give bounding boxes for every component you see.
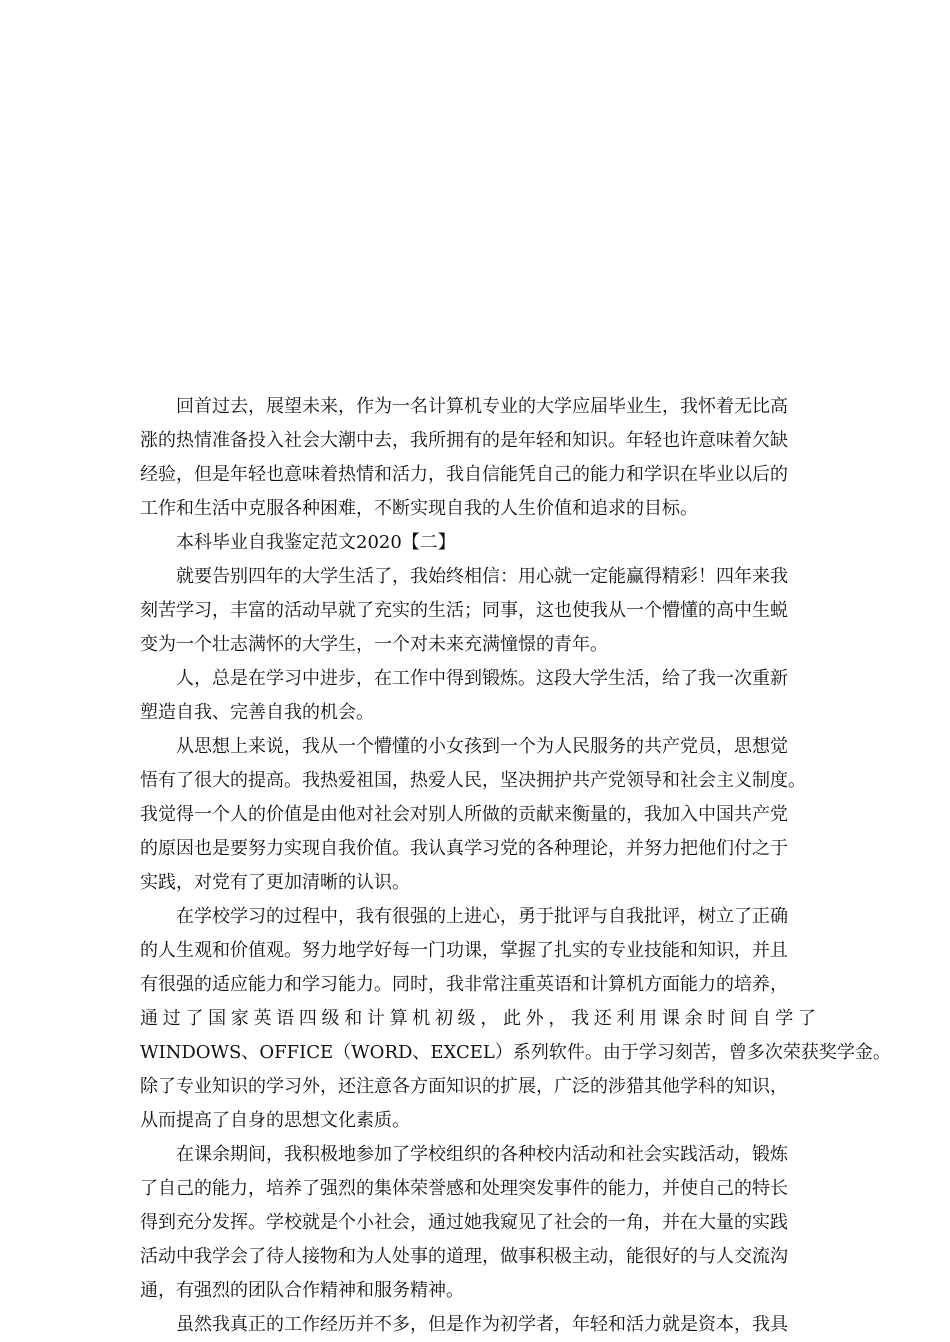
paragraph-line: 我觉得一个人的价值是由他对社会对别人所做的贡献来衡量的，我加入中国共产党 bbox=[140, 804, 788, 825]
paragraph-line: 了自己的能力，培养了强烈的集体荣誉感和处理突发事件的能力，并使自己的特长 bbox=[140, 1178, 788, 1199]
paragraph-first-line: 就要告别四年的大学生活了，我始终相信：用心就一定能赢得精彩！四年来我 bbox=[176, 566, 788, 587]
paragraph-line: 刻苦学习，丰富的活动早就了充实的生活；同事，这也使我从一个懵懂的高中生蜕 bbox=[140, 600, 788, 621]
paragraph-line: 涨的热情准备投入社会大潮中去，我所拥有的是年轻和知识。年轻也许意味着欠缺 bbox=[140, 430, 788, 451]
paragraph-first-line: 从思想上来说，我从一个懵懂的小女孩到一个为人民服务的共产党员，思想觉 bbox=[176, 736, 788, 757]
paragraph-line: 的人生观和价值观。努力地学好每一门功课，掌握了扎实的专业技能和知识，并且 bbox=[140, 940, 788, 961]
paragraph-line: 从而提高了自身的思想文化素质。 bbox=[140, 1110, 410, 1131]
paragraph-first-line: 在学校学习的过程中，我有很强的上进心，勇于批评与自我批评，树立了正确 bbox=[176, 906, 788, 927]
paragraph-first-line: 虽然我真正的工作经历并不多，但是作为初学者，年轻和活力就是资本，我具 bbox=[176, 1314, 788, 1335]
paragraph-line: 通，有强烈的团队合作精神和服务精神。 bbox=[140, 1280, 464, 1301]
paragraph-line: 工作和生活中克服各种困难，不断实现自我的人生价值和追求的目标。 bbox=[140, 498, 698, 519]
paragraph-line: 悟有了很大的提高。我热爱祖国，热爱人民，坚决拥护共产党领导和社会主义制度。 bbox=[140, 770, 806, 791]
paragraph-first-line: 回首过去，展望未来，作为一名计算机专业的大学应届毕业生，我怀着无比高 bbox=[176, 396, 788, 417]
paragraph-first-line: 本科毕业自我鉴定范文2020【二】 bbox=[176, 532, 456, 553]
paragraph-line: 塑造自我、完善自我的机会。 bbox=[140, 702, 374, 723]
paragraph-line: 有很强的适应能力和学习能力。同时，我非常注重英语和计算机方面能力的培养， bbox=[140, 974, 788, 995]
paragraph-first-line: 人，总是在学习中进步，在工作中得到锻炼。这段大学生活，给了我一次重新 bbox=[176, 668, 788, 689]
paragraph-line: 活动中我学会了待人接物和为人处事的道理，做事积极主动，能很好的与人交流沟 bbox=[140, 1246, 788, 1267]
paragraph-line: 的原因也是要努力实现自我价值。我认真学习党的各种理论，并努力把他们付之于 bbox=[140, 838, 788, 859]
paragraph-line: 通过了国家英语四级和计算机初级，此外，我还利用课余时间自学了 bbox=[140, 1008, 816, 1029]
paragraph-line: 实践，对党有了更加清晰的认识。 bbox=[140, 872, 410, 893]
paragraph-first-line: 在课余期间，我积极地参加了学校组织的各种校内活动和社会实践活动，锻炼 bbox=[176, 1144, 788, 1165]
paragraph-line: 经验，但是年轻也意味着热情和活力，我自信能凭自己的能力和学识在毕业以后的 bbox=[140, 464, 788, 485]
paragraph-line: WINDOWS、OFFICE（WORD、EXCEL）系列软件。由于学习刻苦，曾多次荣获奖学金。 bbox=[140, 1042, 891, 1063]
paragraph-line: 变为一个壮志满怀的大学生，一个对未来充满憧憬的青年。 bbox=[140, 634, 608, 655]
paragraph-line: 得到充分发挥。学校就是个小社会，通过她我窥见了社会的一角，并在大量的实践 bbox=[140, 1212, 788, 1233]
paragraph-line: 除了专业知识的学习外，还注意各方面知识的扩展，广泛的涉猎其他学科的知识， bbox=[140, 1076, 788, 1097]
